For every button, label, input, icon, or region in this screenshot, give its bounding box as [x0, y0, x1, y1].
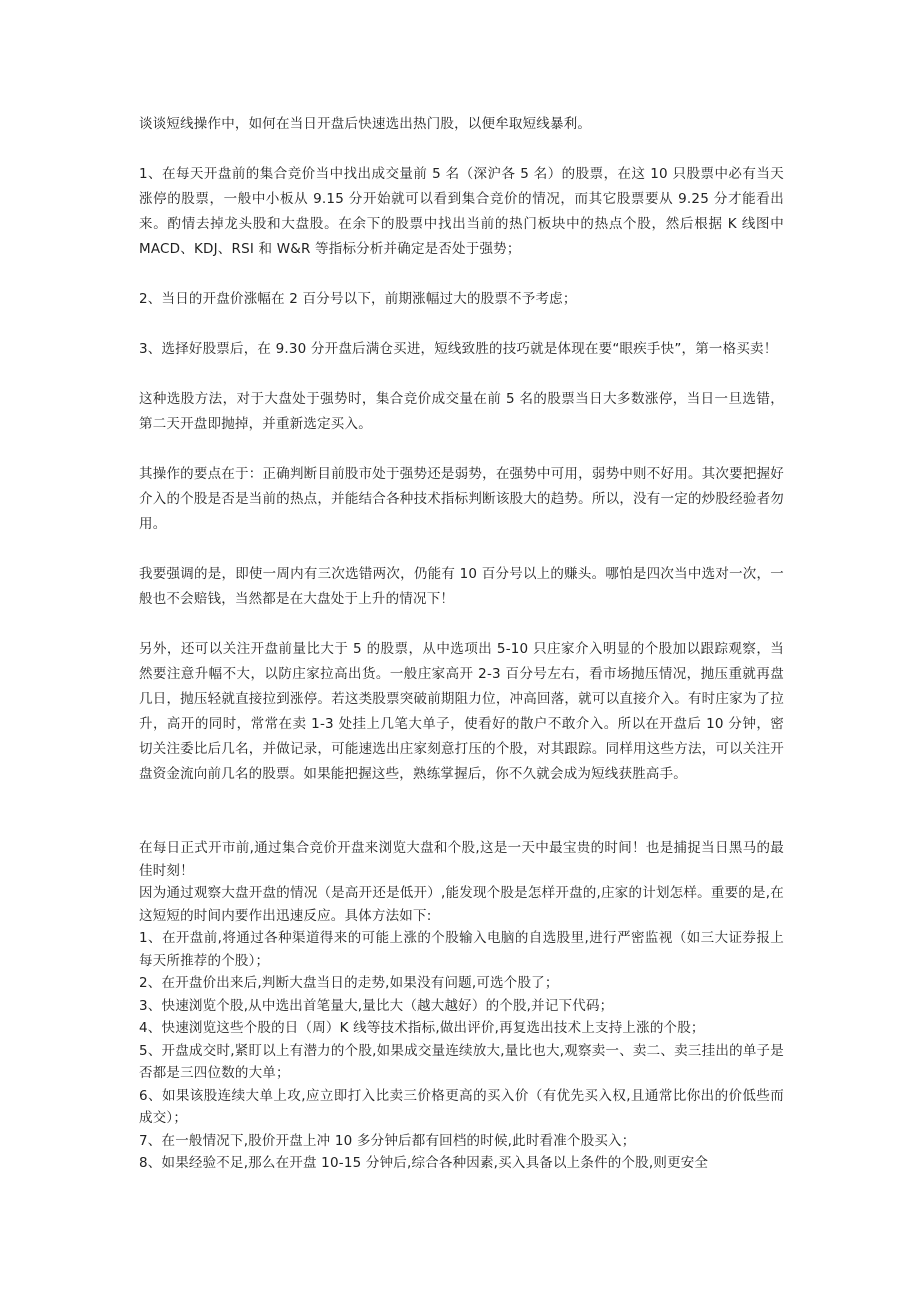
- section-reason-line: 因为通过观察大盘开盘的情况（是高开还是低开）,能发现个股是怎样开盘的,庄家的计划怎样。重要的是,在这短短的时间内要作出迅速反应。具体方法如下:: [139, 885, 784, 924]
- list-item: 5、开盘成交时,紧盯以上有潜力的个股,如果成交量连续放大,量比也大,观察卖一、卖二、卖三挂出的单子是否都是三四位数的大单；: [139, 1042, 784, 1081]
- tip-2-paragraph: 2、当日的开盘价涨幅在 2 百分号以下，前期涨幅过大的股票不予考虑；: [139, 291, 577, 307]
- list-item: 8、如果经验不足,那么在开盘 10-15 分钟后,综合各种因素,买入具备以上条件的个股,则更安全: [139, 1155, 709, 1171]
- list-item: 3、快速浏览个股,从中选出首笔量大,量比大（越大越好）的个股,并记下代码；: [139, 997, 614, 1014]
- method-summary-paragraph: 这种选股方法，对于大盘处于强势时，集合竞价成交量在前 5 名的股票当日大多数涨停，当日一旦选错，第二天开盘即抛掉，并重新选定买入。: [139, 391, 784, 432]
- document-page: [139, 112, 784, 1175]
- list-item: 4、快速浏览这些个股的日（周）K 线等技术指标,做出评价,再复选出技术上支持上涨的个股；: [139, 1020, 705, 1036]
- list-item: 2、在开盘价出来后,判断大盘当日的走势,如果没有问题,可选个股了；: [139, 975, 559, 991]
- intro-paragraph: 谈谈短线操作中，如何在当日开盘后快速选出热门股，以便牟取短线暴利。: [139, 116, 592, 132]
- additional-tips-paragraph: 另外，还可以关注开盘前量比大于 5 的股票，从中选项出 5-10 只庄家介入明显的个股加以跟踪观察，当然要注意升幅不大，以防庄家拉高出货。一般庄家高开 2-3 百分号左右，看市场抛压情况，抛压重就再盘几日，抛压轻就直接拉到涨停。若这类股票突破前期阻力位，冲高回落，就可以直接介入。有时庄家为了拉升，高开的同时，常常在卖 1-3 处挂上几笔大单子，使看好的散户不敢介入。所以在开盘后 10 分钟，密切关注委比后几名，并做记录，可能速选出庄家刻意打压的个股，对其跟踪。同样用这些方法，可以关注开盘资金流向前几名的股票。如果能把握这些，熟练掌握后，你不久就会成为短线获胜高手。: [139, 641, 784, 782]
- tip-3-paragraph: 3、选择好股票后，在 9.30 分开盘后满仓买进，短线致胜的技巧就是体现在要“眼疾手快”，第一格买卖！: [139, 341, 778, 357]
- auction-method-section: [139, 837, 784, 1175]
- list-item: 6、如果该股连续大单上攻,应立即打入比卖三价格更高的买入价（有优先买入权,且通常比你出的价低些而成交）；: [139, 1087, 784, 1126]
- list-item: 7、在一般情况下,股价开盘上冲 10 多分钟后都有回档的时候,此时看准个股买入；: [139, 1132, 636, 1149]
- emphasis-paragraph: 我要强调的是，即使一周内有三次选错两次，仍能有 10 百分号以上的赚头。哪怕是四次当中选对一次，一般也不会赔钱，当然都是在大盘处于上升的情况下！: [139, 566, 784, 607]
- tip-1-paragraph: 1、在每天开盘前的集合竞价当中找出成交量前 5 名（深沪各 5 名）的股票，在这 10 只股票中必有当天涨停的股票，一般中小板从 9.15 分开始就可以看到集合竞价的情况，而其它股票要从 9.25 分才能看出来。酌情去掉龙头股和大盘股。在余下的股票中找出当前的热门板块中的热点个股，然后根据 K 线图中 MACD、KDJ、RSI 和 W&R 等指标分析并确定是否处于强势；: [139, 166, 784, 257]
- section-intro-line: 在每日正式开市前,通过集合竞价开盘来浏览大盘和个股,这是一天中最宝贵的时间！也是捕捉当日黑马的最佳时刻！: [139, 840, 784, 879]
- list-item: 1、在开盘前,将通过各种渠道得来的可能上涨的个股输入电脑的自选股里,进行严密监视（如三大证券报上每天所推荐的个股）；: [139, 930, 784, 969]
- key-points-paragraph: 其操作的要点在于：正确判断目前股市处于强势还是弱势，在强势中可用，弱势中则不好用。其次要把握好介入的个股是否是当前的热点，并能结合各种技术指标判断该股大的趋势。所以，没有一定的炒股经验者勿用。: [139, 466, 784, 532]
